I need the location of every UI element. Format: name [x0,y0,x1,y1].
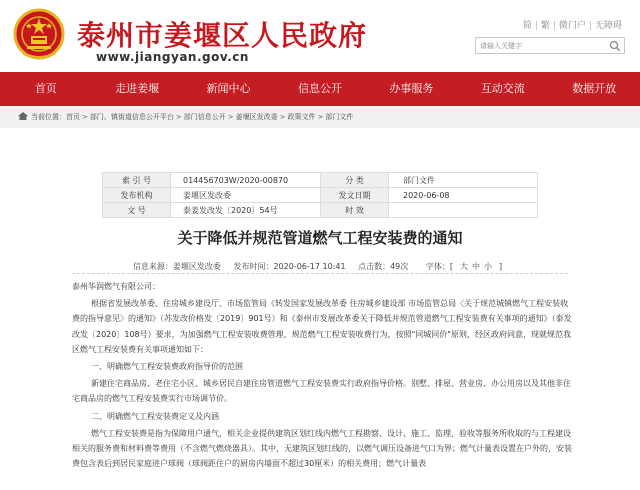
breadcrumb [0,106,640,128]
validity-label: 时 效 [321,203,389,218]
breadcrumb-dept-disclosure[interactable]: 部门信息公开 [183,113,226,121]
document-info-table [102,172,538,218]
category-value: 部门文件 [389,173,538,188]
nav-interaction[interactable]: 互动交流 [480,82,525,95]
issue-date-label: 发文日期 [321,188,389,203]
section-heading: 一、明确燃气工程安装费政府指导价的范围 [91,362,243,372]
body-paragraph: 新建住宅商品房、老住宅小区、城乡居民自建住房管道燃气工程安装费实行政府指导价格。别墅、排屋、营业房、办公用房以及其他非住宅商品房的燃气工程安装费实行市场调节价。 [72,379,571,404]
divider [72,273,568,274]
separator: | [552,21,556,31]
section-heading: 二、明确燃气工程安装费定义及内涵 [91,411,219,421]
publish-time: 发布时间：2020-06-17 10:41 [233,262,346,271]
font-large-button[interactable]: 大 [459,262,468,271]
micro-portal-link[interactable]: 微门户 [558,21,586,31]
traditional-chinese-link[interactable]: 繁 [540,21,550,31]
category-label: 分 类 [321,173,389,188]
top-links [523,18,622,31]
view-count: 点击数：49次 [358,262,409,271]
publisher-label: 发布机构 [103,188,171,203]
font-small-button[interactable]: 小 [483,262,492,271]
body-paragraph: 根据省发展改革委、住房城乡建设厅、市场监管局《转发国家发展改革委 住房城乡建设部 市场监管总局〈关于规范城镇燃气工程安装收费的指导意见〉的通知》（苏发改价格发〔2019〕901号）和《泰州市发展改革委关于降低并规范管道燃气工程安装费有关事项的通知》（泰发改发〔2020〕108号）要求，为加强燃气工程安装收费管理，规范燃气工程安装收费行为，按照"同城同价"原则，经区政府同意，现就规范我区燃气工程安装费有关事项通知如下： [72,299,572,354]
separator: | [534,21,538,31]
publisher-value: 姜堰区发改委 [171,188,321,203]
table-row [103,203,538,218]
national-emblem-icon [13,8,65,62]
validity-value [389,203,538,218]
font-medium-button[interactable]: 中 [471,262,480,271]
font-size-control [421,262,507,271]
site-header [0,0,640,72]
search-input[interactable] [476,38,600,53]
doc-number-label: 文 号 [103,203,171,218]
accessibility-link[interactable]: 无障碍 [594,21,622,31]
separator: | [588,21,592,31]
body-paragraph: 燃气工程安装费是指为保障用户通气，相关企业提供建筑区划红线内燃气工程勘察、设计、施工、监理、验收等服务所收取的与工程建设相关的服务费和材料费等费用（不含燃气燃烧器具）。其中，无建筑区划红线的，以燃气调压设备进气口为界；燃气计量表设置在户外的，安装费包含表后到居民家庭进户球阀（球阀距住户的厨房内墙面不超过30厘米）的相关费用；燃气计量表 [72,428,572,469]
index-number-value: 014456703W/2020-00870 [171,173,321,188]
document-body [72,279,572,473]
document-meta [0,261,640,272]
breadcrumb-separator: > [227,113,234,121]
issue-date-value: 2020-06-08 [389,188,538,203]
breadcrumb-separator: > [279,113,286,121]
table-row [103,173,538,188]
search-icon[interactable] [609,40,621,52]
nav-services[interactable]: 办事服务 [389,82,434,95]
breadcrumb-separator: > [82,113,88,121]
index-number-label: 索 引 号 [103,173,171,188]
font-size-suffix: ] [498,262,503,271]
document-title: 关于降低并规范管道燃气工程安装费的通知 [177,229,463,247]
home-icon [18,112,28,120]
font-size-prefix: 字体：[ [425,262,453,271]
breadcrumb-home[interactable]: 首页 [66,113,80,121]
nav-info-disclosure[interactable]: 信息公开 [297,82,342,95]
search-box [475,37,625,54]
site-url: www.jiangyan.gov.cn [96,50,249,64]
nav-news-center[interactable]: 新闻中心 [206,82,251,95]
breadcrumb-dept-files[interactable]: 部门文件 [325,113,354,121]
nav-home[interactable]: 首页 [34,82,57,95]
breadcrumb-prefix: 当前位置： [31,113,66,121]
breadcrumb-development-reform[interactable]: 姜堰区发改委 [235,113,278,121]
breadcrumb-separator: > [317,113,324,121]
table-row [103,188,538,203]
info-source: 信息来源：姜堰区发改委 [132,262,221,271]
addressee: 泰州华润燃气有限公司： [72,282,160,291]
breadcrumb-separator: > [175,113,182,121]
site-name: 泰州市姜堰区人民政府 [77,19,368,52]
doc-number-value: 泰姜发改发〔2020〕54号 [171,203,321,218]
nav-about-jiangyan[interactable]: 走进姜堰 [115,82,160,95]
nav-open-data[interactable]: 数据开放 [572,82,617,95]
simplified-chinese-link[interactable]: 简 [522,21,532,31]
breadcrumb-dept-town-platform[interactable]: 部门、镇街道信息公开平台 [89,113,174,121]
main-nav [0,72,640,106]
breadcrumb-policy-files[interactable]: 政策文件 [287,113,316,121]
